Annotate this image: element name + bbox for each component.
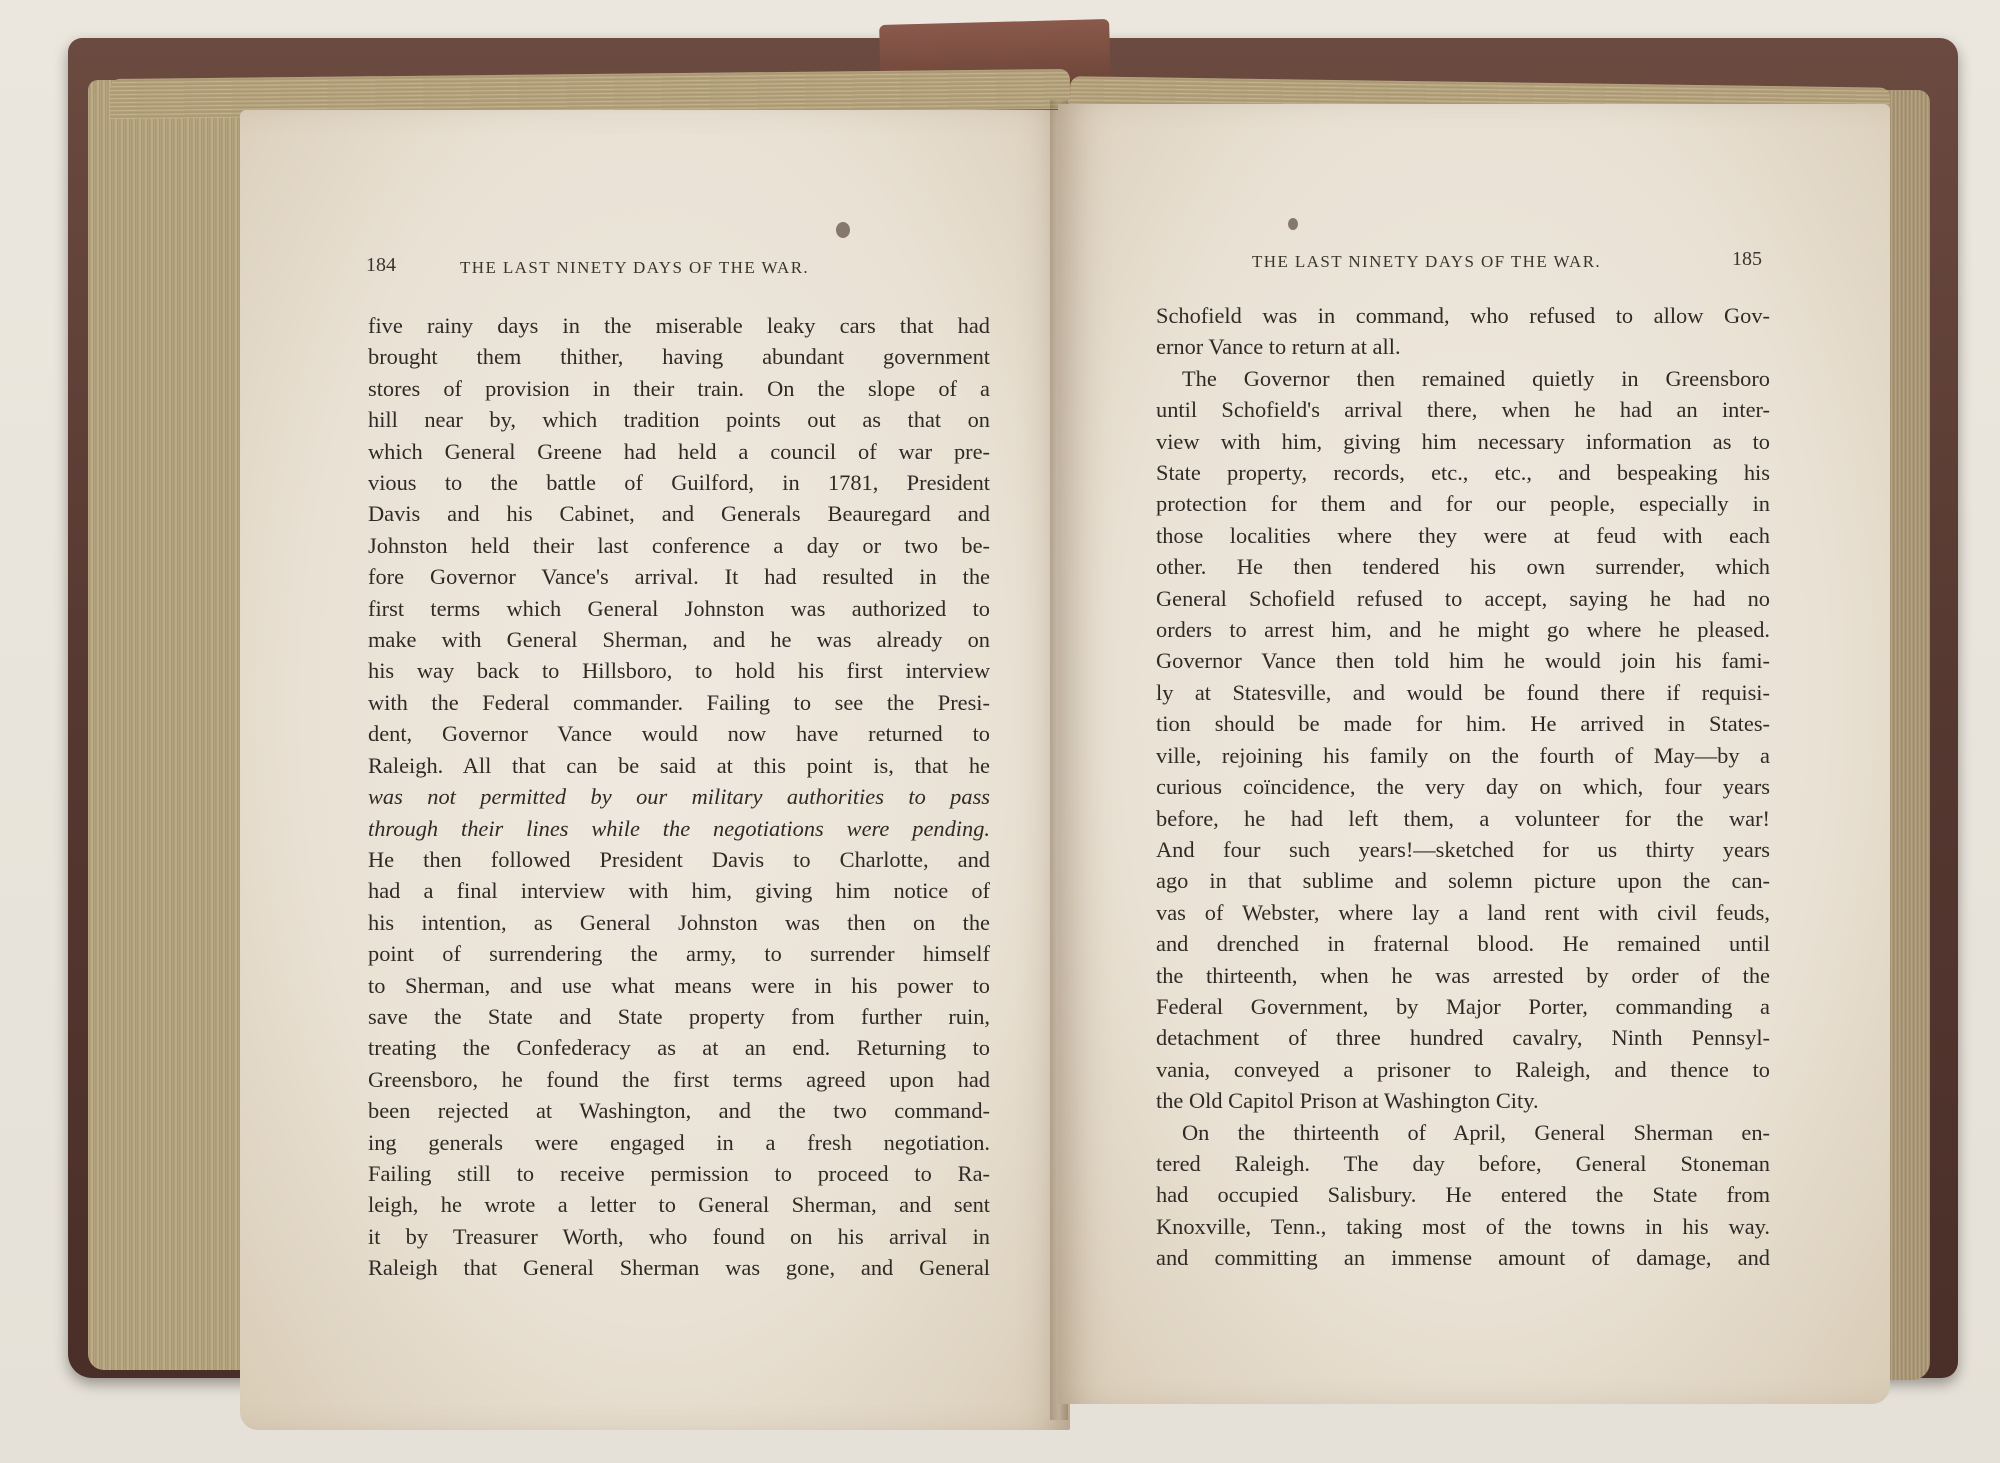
text-line: leigh, he wrote a letter to General Sherman, and sent <box>368 1192 990 1218</box>
text-line: treating the Confederacy as at an end. Returning to <box>368 1035 990 1061</box>
text-line: And four such years!—sketched for us thirty years <box>1156 836 1770 862</box>
text-line: with the Federal commander. Failing to see the Presi- <box>368 689 990 715</box>
text-line: and drenched in fraternal blood. He remained until <box>1156 931 1770 957</box>
text-line: five rainy days in the miserable leaky cars that had <box>368 313 990 338</box>
text-line: Failing still to receive permission to proceed to Ra- <box>368 1160 990 1186</box>
text-line: ing generals were engaged in a fresh negotiation. <box>368 1129 990 1155</box>
left-page <box>240 110 1070 1430</box>
text-line: protection for them and for our people, especially in <box>1156 491 1770 517</box>
text-line: Davis and his Cabinet, and Generals Beauregard and <box>368 501 990 527</box>
text-line: which General Greene had held a council of war pre- <box>368 438 990 464</box>
text-line: Greensboro, he found the first terms agreed upon had <box>368 1066 990 1092</box>
text-line: point of surrendering the army, to surrender himself <box>368 941 990 967</box>
text-line: through their lines while the negotiations were pending. <box>368 815 990 841</box>
text-line: ly at Statesville, and would be found there if requisi- <box>1156 679 1770 705</box>
text-line: On the thirteenth of April, General Sherman en- <box>1182 1119 1770 1145</box>
text-line: view with him, giving him necessary information as to <box>1156 428 1770 454</box>
text-line: vas of Webster, where lay a land rent with civil feuds, <box>1156 899 1770 925</box>
right-page <box>1058 104 1890 1404</box>
text-line: was not permitted by our military authorities to pass <box>368 784 990 810</box>
text-line: Knoxville, Tenn., taking most of the towns in his way. <box>1156 1213 1770 1239</box>
text-line: The Governor then remained quietly in Greensboro <box>1182 365 1770 391</box>
text-line: the thirteenth, when he was arrested by order of the <box>1156 962 1770 988</box>
ink-spot <box>836 222 850 238</box>
text-line: ville, rejoining his family on the fourth of May—by a <box>1156 742 1770 768</box>
right-page-number: 185 <box>1732 248 1762 270</box>
text-line: vious to the battle of Guilford, in 1781, President <box>368 470 990 496</box>
text-line: State property, records, etc., etc., and bespeaking his <box>1156 460 1770 486</box>
ink-spot <box>1288 218 1298 230</box>
text-line: before, he had left them, a volunteer for the war! <box>1156 805 1770 831</box>
text-line: been rejected at Washington, and the two command- <box>368 1098 990 1124</box>
text-line: General Schofield refused to accept, saying he had no <box>1156 585 1770 611</box>
text-line: other. He then tendered his own surrender, which <box>1156 554 1770 580</box>
text-line: make with General Sherman, and he was already on <box>368 627 990 653</box>
text-line: hill near by, which tradition points out as that on <box>368 407 990 433</box>
right-body-text <box>1156 300 1770 1274</box>
left-running-head: THE LAST NINETY DAYS OF THE WAR. <box>460 258 810 277</box>
right-running-head: THE LAST NINETY DAYS OF THE WAR. <box>1252 252 1602 271</box>
text-line: detachment of three hundred cavalry, Ninth Pennsyl- <box>1156 1025 1770 1051</box>
text-line: the Old Capitol Prison at Washington City. <box>1156 1088 1539 1114</box>
text-line: had a final interview with him, giving him notice of <box>368 878 990 904</box>
text-line: ago in that sublime and solemn picture upon the can- <box>1156 868 1770 894</box>
text-line: Federal Government, by Major Porter, commanding a <box>1156 993 1770 1019</box>
left-body-text <box>368 310 990 1284</box>
text-line: had occupied Salisbury. He entered the State from <box>1156 1182 1770 1208</box>
text-line: dent, Governor Vance would now have returned to <box>368 721 990 747</box>
text-line: vania, conveyed a prisoner to Raleigh, and thence to <box>1156 1056 1770 1082</box>
text-line: ernor Vance to return at all. <box>1156 334 1401 360</box>
text-line: Raleigh that General Sherman was gone, and General <box>368 1255 990 1281</box>
text-line: Johnston held their last conference a day or two be- <box>368 532 990 558</box>
text-line: tered Raleigh. The day before, General Stoneman <box>1156 1150 1770 1176</box>
text-line: first terms which General Johnston was authorized to <box>368 595 990 621</box>
text-line: orders to arrest him, and he might go where he pleased. <box>1156 617 1770 643</box>
text-line: curious coïncidence, the very day on which, four years <box>1156 774 1770 800</box>
text-line: it by Treasurer Worth, who found on his arrival in <box>368 1223 990 1249</box>
text-line: those localities where they were at feud with each <box>1156 522 1770 548</box>
text-line: and committing an immense amount of damage, and <box>1156 1245 1770 1271</box>
text-line: until Schofield's arrival there, when he had an inter- <box>1156 397 1770 423</box>
text-line: Governor Vance then told him he would join his fami- <box>1156 648 1770 674</box>
text-line: brought them thither, having abundant government <box>368 344 990 370</box>
text-line: fore Governor Vance's arrival. It had resulted in the <box>368 564 990 590</box>
text-line: Raleigh. All that can be said at this point is, that he <box>368 752 990 778</box>
text-line: to Sherman, and use what means were in his power to <box>368 972 990 998</box>
text-line: tion should be made for him. He arrived in States- <box>1156 711 1770 737</box>
text-line: his intention, as General Johnston was then on the <box>368 909 990 935</box>
left-page-number: 184 <box>366 254 396 276</box>
text-line: stores of provision in their train. On the slope of a <box>368 375 990 401</box>
text-line: Schofield was in command, who refused to allow Gov- <box>1156 303 1770 328</box>
text-line: He then followed President Davis to Charlotte, and <box>368 846 990 872</box>
text-line: his way back to Hillsboro, to hold his first interview <box>368 658 990 684</box>
text-line: save the State and State property from further ruin, <box>368 1003 990 1029</box>
